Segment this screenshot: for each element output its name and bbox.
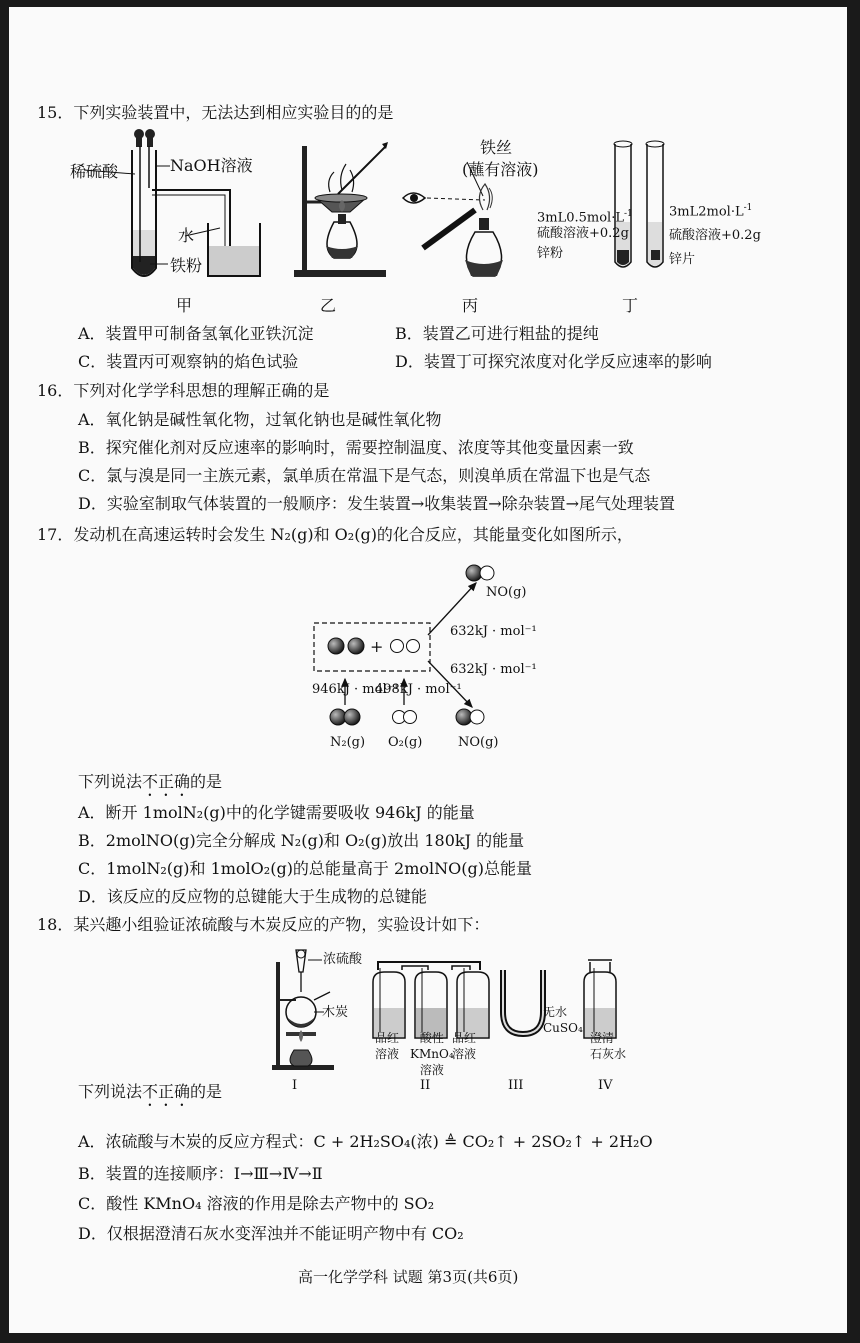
label-iron-wire: 铁丝 <box>480 138 513 157</box>
q15-option-a: A．装置甲可制备氢氧化亚铁沉淀 <box>78 324 314 343</box>
diagram-label-n2: N₂(g) <box>330 735 366 750</box>
roman-label-3: III <box>508 1078 524 1093</box>
label-iron-wire-note: (蘸有溶液) <box>462 160 539 179</box>
q15-option-b: B．装置乙可进行粗盐的提纯 <box>395 324 599 343</box>
q18-option-a: A．浓硫酸与木炭的反应方程式：C + 2H₂SO₄(浓) ≜ CO₂↑ + 2SO₂↑ + 2H₂O <box>78 1132 653 1151</box>
diagram-plus: + <box>370 637 384 656</box>
q16-option-a: A．氧化钠是碱性氧化物，过氧化钠也是碱性氧化物 <box>78 410 442 429</box>
diagram-label-no-top: NO(g) <box>486 585 527 600</box>
bottle1-label: 品红 溶液 <box>375 1031 400 1061</box>
bottle3-label: 品红 溶液 <box>452 1031 477 1061</box>
label-iron-powder: 铁粉 <box>170 256 203 275</box>
q18-option-c: C．酸性 KMnO₄ 溶液的作用是除去产物中的 SO₂ <box>78 1194 435 1213</box>
cuso4-label: 无水 CuSO₄ <box>543 1005 583 1035</box>
roman-label-2: II <box>420 1078 431 1093</box>
page-footer: 高一化学学科 试题 第3页(共6页) <box>298 1268 519 1286</box>
q17-option-c: C．1molN₂(g)和 1molO₂(g)的总能量高于 2molNO(g)总能量 <box>78 859 532 878</box>
q17-stem: 17．发动机在高速运转时会发生 N₂(g)和 O₂(g)的化合反应，其能量变化如图所示， <box>37 525 633 544</box>
lime-water-label: 澄清 石灰水 <box>590 1031 627 1061</box>
q16-option-b: B．探究催化剂对反应速率的影响时，需要控制温度、浓度等其他变量因素一致 <box>78 438 634 457</box>
label-charcoal: 木炭 <box>322 1005 349 1020</box>
label-naoh: NaOH溶液 <box>170 156 253 175</box>
tube2-label-a: $3mL2mol\cdot L^{-1}$ <box>669 203 753 220</box>
q15-stem: 15．下列实验装置中，无法达到相应实验目的的是 <box>37 103 394 122</box>
tube1-label-a: $3mL0.5mol\cdot L^{-1}$ <box>537 209 633 226</box>
diagram-label-632-down: 632kJ · mol⁻¹ <box>450 662 537 677</box>
diagram-label-no: NO(g) <box>458 735 499 750</box>
q18-option-b: B．装置的连接顺序：Ⅰ→Ⅲ→Ⅳ→Ⅱ <box>78 1164 323 1183</box>
q15-option-d: D．装置丁可探究浓度对化学反应速率的影响 <box>395 352 712 371</box>
label-conc-acid: 浓硫酸 <box>323 952 363 967</box>
apparatus-caption-yi: 乙 <box>320 296 337 315</box>
q17-option-d: D．该反应的反应物的总键能大于生成物的总键能 <box>78 887 427 906</box>
diagram-label-946: 946kJ · mol⁻¹ <box>312 682 399 697</box>
apparatus-jia <box>60 128 270 288</box>
q17-lead: 下列说法不正确的是 <box>78 772 223 791</box>
q18-option-d: D．仅根据澄清石灰水变浑浊并不能证明产物中有 CO₂ <box>78 1224 464 1243</box>
q17-option-a: A．断开 1molN₂(g)中的化学键需要吸收 946kJ 的能量 <box>78 803 475 822</box>
apparatus-caption-bing: 丙 <box>462 296 479 315</box>
diagram-label-632-up: 632kJ · mol⁻¹ <box>450 624 537 639</box>
q16-option-c: C．氯与溴是同一主族元素，氯单质在常温下是气态，则溴单质在常温下也是气态 <box>78 466 651 485</box>
q15-option-c: C．装置丙可观察钠的焰色试验 <box>78 352 299 371</box>
bottle2-label: 酸性 KMnO₄ 溶液 <box>410 1031 454 1077</box>
label-water: 水 <box>178 226 195 245</box>
q17-option-b: B．2molNO(g)完全分解成 N₂(g)和 O₂(g)放出 180kJ 的能量 <box>78 831 525 850</box>
tube1-label-b: 硫酸溶液+0.2g <box>537 226 629 241</box>
q16-option-d: D．实验室制取气体装置的一般顺序：发生装置→收集装置→除杂装置→尾气处理装置 <box>78 494 676 513</box>
apparatus-caption-jia: 甲 <box>176 296 193 315</box>
q16-stem: 16．下列对化学学科思想的理解正确的是 <box>37 381 330 400</box>
tube2-label-b: 硫酸溶液+0.2g <box>669 228 761 243</box>
apparatus-caption-ding: 丁 <box>622 296 639 315</box>
tube1-label-c: 锌粉 <box>537 246 564 261</box>
roman-label-4: IV <box>598 1078 613 1093</box>
diagram-label-498: 498kJ · mol⁻¹ <box>375 682 462 697</box>
label-dilute-acid: 稀硫酸 <box>70 162 119 181</box>
q18-lead: 下列说法不正确的是 <box>78 1082 223 1101</box>
diagram-label-o2: O₂(g) <box>388 735 423 750</box>
q18-stem: 18．某兴趣小组验证浓硫酸与木炭反应的产物，实验设计如下： <box>37 915 490 934</box>
roman-label-1: I <box>292 1078 298 1093</box>
tube2-label-c: 锌片 <box>669 252 696 267</box>
apparatus-yi <box>290 140 400 280</box>
